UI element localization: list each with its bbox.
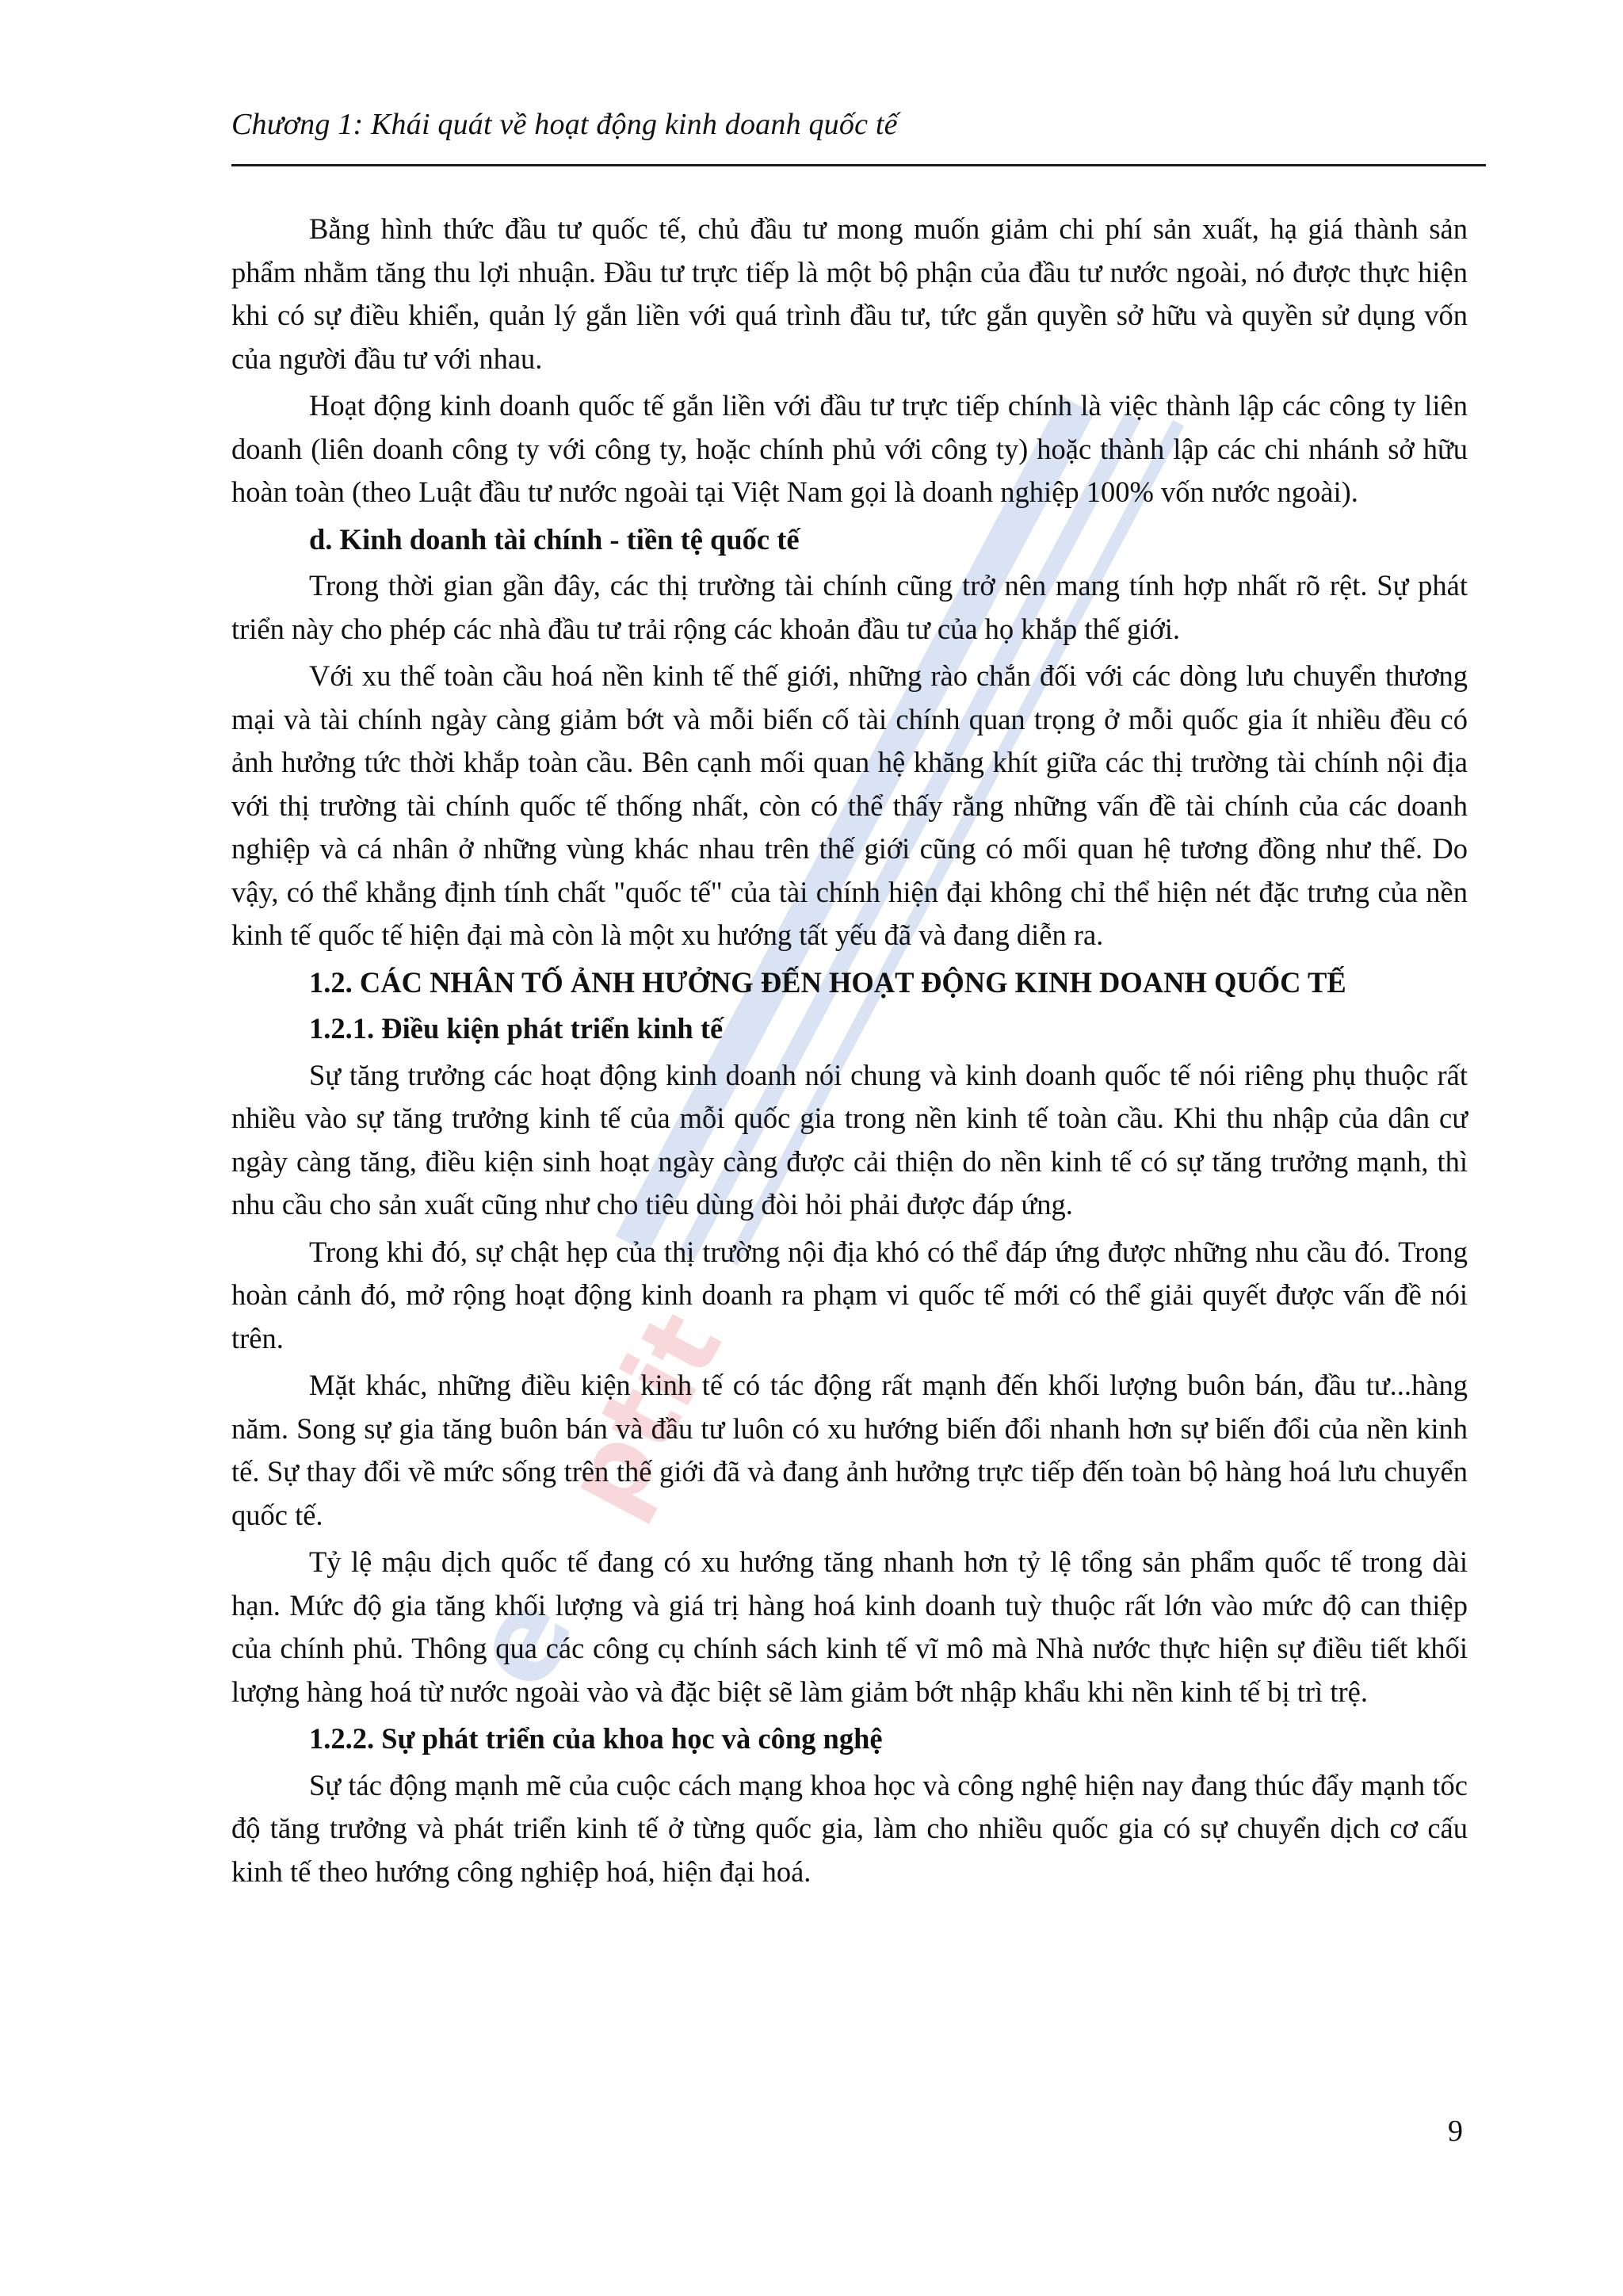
- main-content: [231, 208, 1468, 1897]
- section-heading-1-2-1: 1.2.1. Điều kiện phát triển kinh tế: [309, 1012, 724, 1045]
- paragraph-economic-conditions: Mặt khác, những điều kiện kinh tế có tác động rất mạnh đến khối lượng buôn bán, đầu tư...hàng năm. Song sự gia tăng buôn bán và đầu tư luôn có xu hướng biến đổi nhanh hơn sự biến đổi của nền kinh tế. Sự thay đổi về mức sống trên thế giới đã và đang ảnh hưởng trực tiếp đến toàn bộ hàng hoá lưu chuyển quốc tế.: [231, 1369, 1468, 1531]
- paragraph-domestic-market: Trong khi đó, sự chật hẹp của thị trường nội địa khó có thể đáp ứng được những nhu cầu đó. Trong hoàn cảnh đó, mở rộng hoạt động kinh doanh ra phạm vi quốc tế mới có thể giải quyết được vấn đề nói trên.: [231, 1235, 1468, 1354]
- subheading-finance: d. Kinh doanh tài chính - tiền tệ quốc tế: [309, 522, 800, 556]
- section-heading-1-2-2: 1.2.2. Sự phát triển của khoa học và công nghệ: [309, 1722, 883, 1755]
- running-header: Chương 1: Khái quát về hoạt động kinh doanh quốc tế: [231, 108, 898, 141]
- paragraph-direct-investment: Bằng hình thức đầu tư quốc tế, chủ đầu tư mong muốn giảm chi phí sản xuất, hạ giá thành sản phẩm nhằm tăng thu lợi nhuận. Đầu tư trực tiếp là một bộ phận của đầu tư nước ngoài, nó được thực hiện khi có sự điều khiển, quản lý gắn liền với quá trình đầu tư, tức gắn quyền sở hữu và quyền sử dụng vốn của người đầu tư với nhau.: [231, 212, 1468, 375]
- paragraph-globalization: Với xu thế toàn cầu hoá nền kinh tế thế giới, những rào chắn đối với các dòng lưu chuyển thương mại và tài chính ngày càng giảm bớt và mỗi biến cố tài chính quan trọng ở mỗi quốc gia ít nhiều đều có ảnh hưởng tức thời khắp toàn cầu. Bên cạnh mối quan hệ khăng khít giữa các thị trường tài chính nội địa với thị trường tài chính quốc tế thống nhất, còn có thể thấy rằng những vấn đề tài chính của các doanh nghiệp và cá nhân ở những vùng khác nhau trên thế giới cũng có mối quan hệ tương đồng như thế. Do vậy, có thể khẳng định tính chất "quốc tế" của tài chính hiện đại không chỉ thể hiện nét đặc trưng của nền kinh tế quốc tế hiện đại mà còn là một xu hướng tất yếu đã và đang diễn ra.: [231, 659, 1468, 951]
- header-rule: [231, 164, 1486, 166]
- svg-text:e: e: [442, 1573, 602, 1710]
- svg-text:ptit: ptit: [541, 1293, 746, 1534]
- paragraph-technology: Sự tác động mạnh mẽ của cuộc cách mạng khoa học và công nghệ hiện nay đang thúc đẩy mạnh tốc độ tăng trưởng và phát triển kinh tế ở từng quốc gia, làm cho nhiều quốc gia có sự chuyển dịch cơ cấu kinh tế theo hướng công nghiệp hoá, hiện đại hoá.: [231, 1768, 1468, 1888]
- paragraph-economic-growth: Sự tăng trưởng các hoạt động kinh doanh nói chung và kinh doanh quốc tế nói riêng phụ thuộc rất nhiều vào sự tăng trưởng kinh tế của mỗi quốc gia trong nền kinh tế toàn cầu. Khi thu nhập của dân cư ngày càng tăng, điều kiện sinh hoạt ngày càng được cải thiện do nền kinh tế có sự tăng trưởng mạnh, thì nhu cầu cho sản xuất cũng như cho tiêu dùng đòi hỏi phải được đáp ứng.: [231, 1058, 1468, 1221]
- paragraph-joint-venture: Hoạt động kinh doanh quốc tế gắn liền với đầu tư trực tiếp chính là việc thành lập các công ty liên doanh (liên doanh công ty với công ty, hoặc chính phủ với công ty) hoặc thành lập các chi nhánh sở hữu hoàn toàn (theo Luật đầu tư nước ngoài tại Việt Nam gọi là doanh nghiệp 100% vốn nước ngoài).: [231, 389, 1468, 508]
- paragraph-trade-ratio: Tỷ lệ mậu dịch quốc tế đang có xu hướng tăng nhanh hơn tỷ lệ tổng sản phẩm quốc tế trong dài hạn. Mức độ gia tăng khối lượng và giá trị hàng hoá kinh doanh tuỳ thuộc rất lớn vào mức độ can thiệp của chính phủ. Thông qua các công cụ chính sách kinh tế vĩ mô mà Nhà nước thực hiện sự điều tiết khối lượng hàng hoá từ nước ngoài vào và đặc biệt sẽ làm giảm bớt nhập khẩu khi nền kinh tế bị trì trệ.: [231, 1545, 1468, 1708]
- section-heading-1-2: 1.2. CÁC NHÂN TỐ ẢNH HƯỞNG ĐẾN HOẠT ĐỘNG KINH DOANH QUỐC TẾ: [309, 965, 1346, 999]
- paragraph-financial-markets: Trong thời gian gần đây, các thị trường tài chính cũng trở nên mang tính hợp nhất rõ rệt. Sự phát triển này cho phép các nhà đầu tư trải rộng các khoản đầu tư của họ khắp thế giới.: [231, 569, 1468, 645]
- page-number: 9: [1448, 2115, 1463, 2148]
